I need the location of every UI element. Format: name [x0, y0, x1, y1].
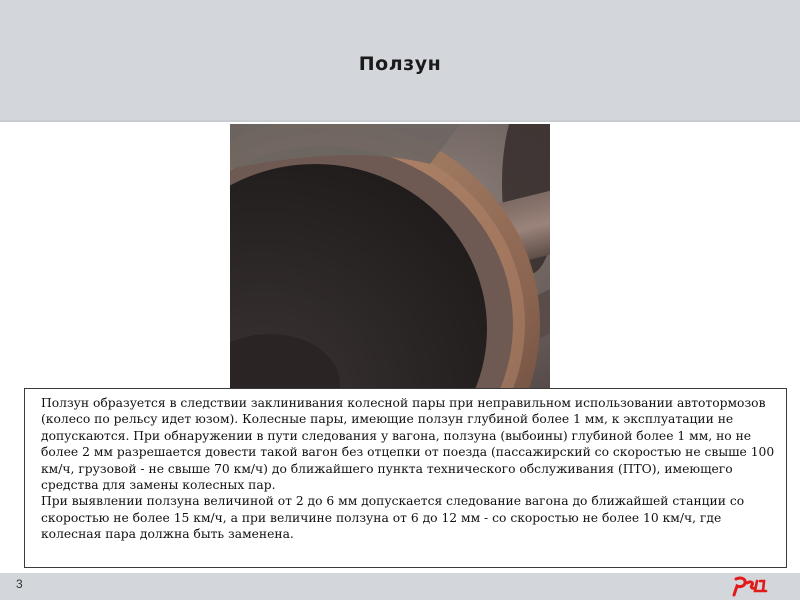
slide-footer — [0, 573, 800, 600]
header-divider — [0, 120, 800, 122]
wheel-flat-photo — [230, 124, 550, 390]
rzd-logo-icon — [730, 575, 770, 597]
description-textbox — [24, 388, 787, 568]
page-number: 3 — [16, 577, 23, 591]
description-paragraph-2: При выявлении ползуна величиной от 2 до 6 мм допускается следование вагона до ближайшей станции со скоростью не более 15 км/ч, а при величине ползуна от 6 до 12 мм - со скоростью не более 10 км/ч, где колесная пара должна быть заменена. — [41, 494, 745, 542]
slide-header — [0, 0, 800, 120]
slide-title: Ползун — [358, 53, 442, 75]
description-paragraph-1: Ползун образуется в следствии заклинивания колесной пары при неправильном использовании автотормозов (колесо по рельсу идет юзом). Колесные пары, имеющие ползун глубиной более 1 мм, к эксплуатации не допускаются. При обнаружении в пути следования у вагона, ползуна (выбоины) глубиной более 1 мм, но не более 2 мм разрешается довести такой вагон без отцепки от поезда (пассажирский со скоростью не свыше 100 км/ч, грузовой - не свыше 70 км/ч) до ближайшего пункта технического обслуживания (ПТО), имеющего средства для замены колесных пар. — [41, 396, 775, 493]
wheel-photo-illustration — [230, 124, 550, 390]
